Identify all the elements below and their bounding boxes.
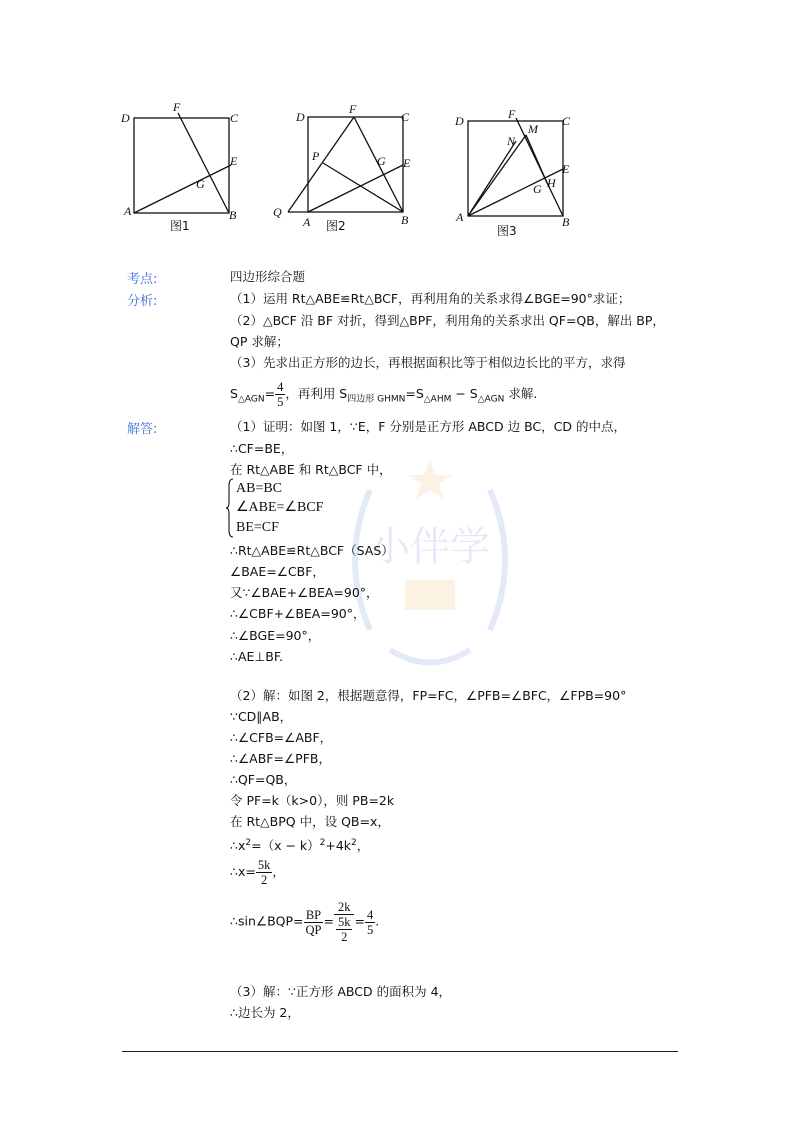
point-B: B	[229, 208, 237, 222]
fenxi-line-1: （1）运用 Rt△ABE≌Rt△BCF，再利用角的关系求得∠BGE=90°求证；	[230, 291, 631, 306]
part2-line: ∵CD∥AB，	[230, 709, 293, 724]
label-kaodian: 考点:	[127, 272, 158, 287]
label-jieda: 解答:	[127, 422, 158, 437]
fenxi-line-4: （3）先求出正方形的边长，再根据面积比等于相似边长比的平方，求得	[230, 355, 626, 370]
point-B: B	[401, 213, 409, 227]
point-D: D	[121, 111, 130, 125]
fenxi-line-3: QP 求解；	[230, 334, 289, 349]
label-fenxi: 分析:	[127, 294, 158, 309]
part1-line: BE=CF	[236, 520, 279, 535]
part1-line: ∴∠BGE=90°，	[230, 628, 321, 643]
point-A: A	[124, 204, 132, 218]
part2-line: ∴∠CFB=∠ABF，	[230, 730, 333, 745]
point-C: C	[401, 110, 410, 124]
part2-equation-2: ∴x= $\frac{5k}{2}$ ，	[230, 858, 285, 887]
point-A: A	[456, 210, 464, 224]
point-E: E	[230, 154, 238, 168]
part1-line: ∴Rt△ABE≌Rt△BCF（SAS）	[230, 543, 394, 558]
point-E: E	[403, 156, 411, 170]
part1-line: 在 Rt△ABE 和 Rt△BCF 中，	[230, 462, 392, 477]
point-C: C	[562, 114, 571, 128]
point-N: N	[507, 134, 516, 148]
part2-line: 在 Rt△BPQ 中，设 QB=x，	[230, 814, 390, 829]
figure-2	[268, 103, 418, 247]
point-F: F	[508, 107, 516, 121]
fenxi-line-2: （2）△BCF 沿 BF 对折，得到△BPF，利用角的关系求出 QF=QB，解出 BP，	[230, 313, 665, 328]
system-brace	[226, 478, 234, 538]
part1-line: （1）证明：如图 1，∵E，F 分别是正方形 ABCD 边 BC，CD 的中点，	[230, 419, 626, 434]
part2-line: ∴QF=QB，	[230, 772, 297, 787]
figure-caption: 图1	[170, 219, 190, 233]
figure-caption: 图2	[326, 219, 346, 233]
point-H: H	[547, 176, 556, 190]
point-G: G	[533, 182, 542, 196]
kaodian-text: 四边形综合题	[230, 269, 306, 284]
part1-line: 又∵∠BAE+∠BEA=90°，	[230, 585, 379, 600]
point-C: C	[230, 111, 239, 125]
point-G: G	[196, 177, 205, 191]
point-P: P	[312, 149, 320, 163]
part1-line: AB=BC	[236, 481, 283, 496]
part1-line: ∠BAE=∠CBF，	[230, 564, 325, 579]
part3-line: ∴边长为 2，	[230, 1005, 300, 1020]
point-M: M	[528, 122, 538, 136]
svg-text:小伴学: 小伴学	[370, 524, 490, 570]
part3-line: （3）解：∵正方形 ABCD 的面积为 4，	[230, 984, 452, 999]
part1-line: ∴AE⊥BF.	[230, 649, 284, 664]
point-F: F	[349, 103, 357, 116]
figure-3	[450, 105, 590, 244]
part1-line: ∠ABE=∠BCF	[236, 500, 324, 515]
part1-line: ∴CF=BE，	[230, 441, 294, 456]
part2-equation-3: ∴sin∠BQP= $\frac{BP}{QP}$ = $\frac{2k}{\frac{5k}{2}}$ = $\frac{4}{5}$ .	[230, 900, 380, 944]
part2-line: 令 PF=k（k>0），则 PB=2k	[230, 793, 395, 808]
footer-rule	[122, 1051, 678, 1052]
point-F: F	[173, 100, 181, 114]
watermark-logo	[330, 450, 530, 680]
point-Q: Q	[273, 205, 282, 219]
part2-line: （2）解：如图 2，根据题意得，FP=FC，∠PFB=∠BFC，∠FPB=90°	[230, 688, 627, 703]
figure-1	[118, 100, 248, 244]
point-D: D	[455, 114, 464, 128]
part2-line: ∴∠ABF=∠PFB，	[230, 751, 331, 766]
point-A: A	[303, 215, 311, 229]
point-B: B	[562, 215, 570, 229]
part2-equation-1: $\therefore x^2=(x - k)^2+4k^2$，	[230, 838, 370, 854]
part1-line: ∴∠CBF+∠BEA=90°，	[230, 606, 366, 621]
figure-caption: 图3	[497, 224, 517, 238]
point-E: E	[562, 162, 570, 176]
point-D: D	[296, 110, 305, 124]
fenxi-formula: $S_{\triangle AGN}=$ $\frac{4}{5}$ ，再利用 $S_{四边形 GHMN}=S_{\triangle AHM} - S_{\triangle AGN}$ 求解.	[230, 380, 538, 409]
point-G: G	[377, 154, 386, 168]
